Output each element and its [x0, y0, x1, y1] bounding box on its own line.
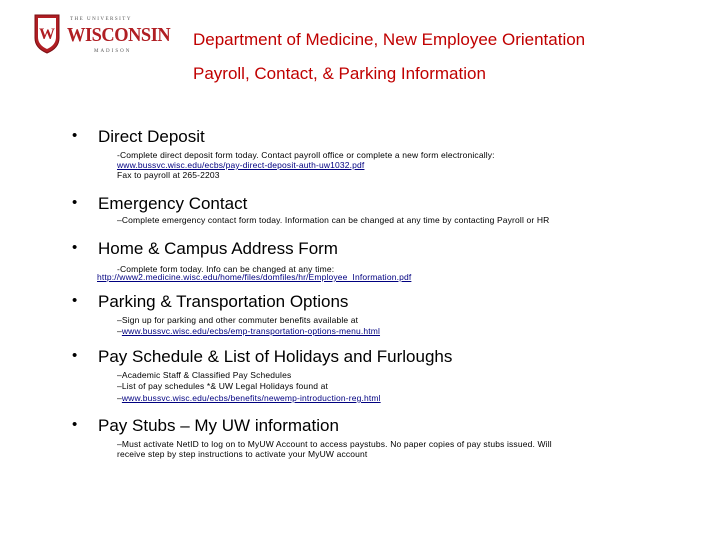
page-title: Department of Medicine, New Employee Orientation [193, 30, 586, 49]
section-heading: Emergency Contact [98, 194, 248, 213]
dash: – [117, 393, 122, 403]
section-text: -Complete direct deposit form today. Contact payroll office or complete a new form electronically: [117, 150, 495, 160]
parking-link[interactable]: www.bussvc.wisc.edu/ecbs/emp-transportation-options-menu.html [121, 326, 381, 336]
pay-schedule-link-line [117, 393, 381, 403]
section-text: Fax to payroll at 265-2203 [117, 170, 220, 180]
address-form-link[interactable]: http://www2.medicine.wisc.edu/home/files/domfiles/hr/Employee_Information.pdf [97, 272, 412, 282]
section-heading: Pay Stubs – My UW information [98, 416, 339, 435]
direct-deposit-link[interactable]: www.bussvc.wisc.edu/ecbs/pay-direct-deposit-auth-uw1032.pdf [117, 160, 365, 170]
section-text: –List of pay schedules *& UW Legal Holidays found at [117, 381, 328, 391]
dash: – [117, 326, 122, 336]
bullet: • [72, 127, 78, 144]
page-subtitle: Payroll, Contact, & Parking Information [193, 64, 486, 83]
svg-text:W: W [39, 26, 55, 43]
crest-shield-icon [34, 14, 60, 54]
parking-link-line [117, 326, 380, 336]
logo-top-text: THE UNIVERSITY [70, 17, 132, 22]
section-text: –Complete emergency contact form today. Information can be changed at any time by contacting Payroll or HR [117, 215, 550, 225]
university-logo [34, 14, 171, 62]
section-heading: Parking & Transportation Options [98, 292, 349, 311]
pay-schedule-link[interactable]: www.bussvc.wisc.edu/ecbs/benefits/newemp-introduction-reg.html [121, 393, 381, 403]
logo-bottom-text: MADISON [94, 49, 132, 54]
bullet: • [72, 194, 78, 211]
bullet: • [72, 292, 78, 309]
bullet: • [72, 239, 78, 256]
section-heading: Pay Schedule & List of Holidays and Furloughs [98, 347, 453, 366]
section-text: receive step by step instructions to activate your MyUW account [117, 449, 368, 459]
section-text: –Must activate NetID to log on to MyUW Account to access paystubs. No paper copies of pay stubs issued. Will [117, 439, 552, 449]
bullet: • [72, 347, 78, 364]
logo-name: WISCONSIN [67, 24, 171, 46]
section-text: –Academic Staff & Classified Pay Schedules [117, 370, 292, 380]
section-text: -Complete form today. Info can be changed at any time: [117, 264, 335, 274]
section-text: –Sign up for parking and other commuter benefits available at [117, 315, 359, 325]
section-heading: Direct Deposit [98, 127, 205, 146]
bullet: • [72, 416, 78, 433]
section-heading: Home & Campus Address Form [98, 239, 338, 258]
